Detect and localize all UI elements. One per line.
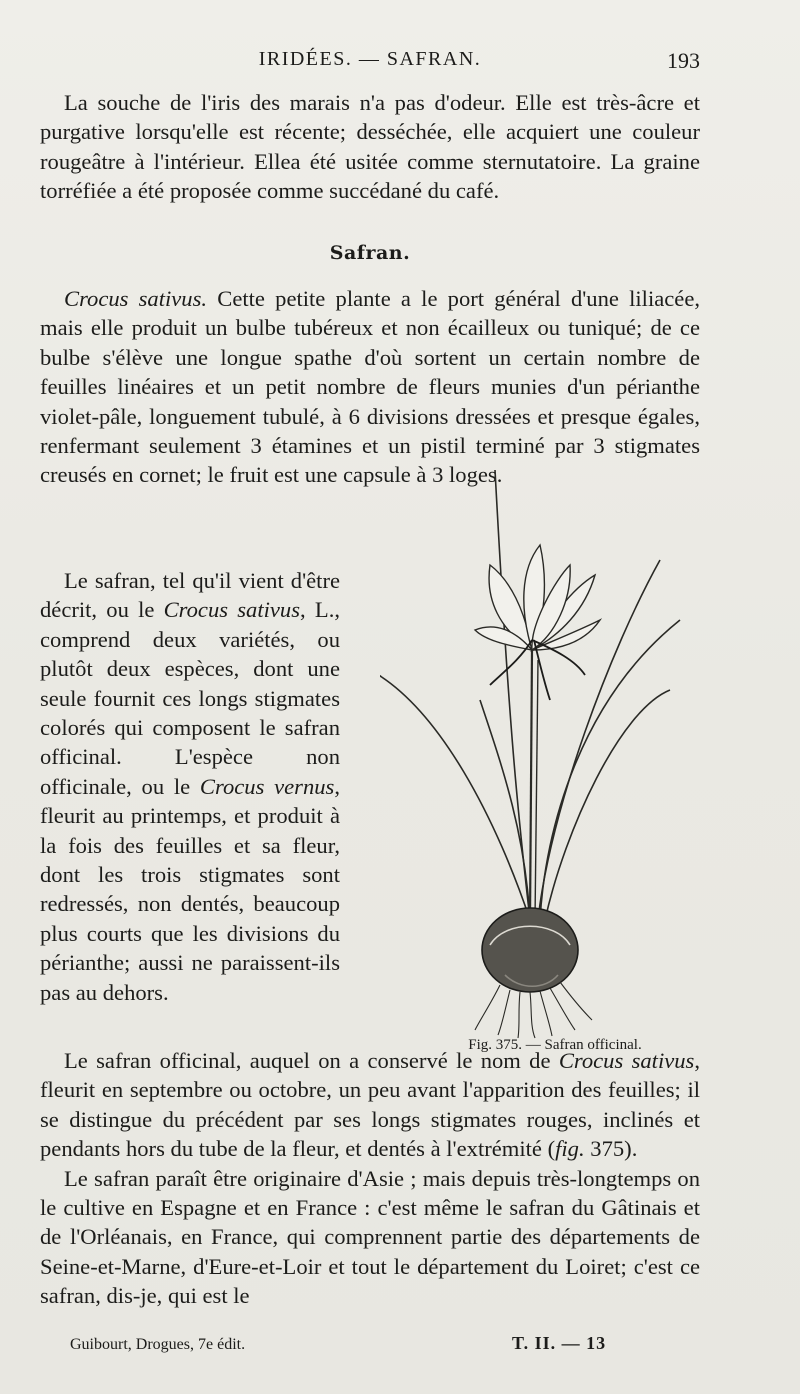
running-title: IRIDÉES. — SAFRAN. xyxy=(258,48,482,70)
para3-fig-ref: fig. xyxy=(555,1136,585,1162)
para2-crocus-vernus: Crocus vernus xyxy=(199,773,335,799)
para3-text-a: Le safran officinal, auquel on a conservé le nom de xyxy=(64,1048,559,1073)
crocus-plant-drawing xyxy=(380,450,700,1050)
page-number: 193 xyxy=(667,48,700,73)
intro-paragraph: La souche de l'iris des marais n'a pas d'odeur. Elle est très-âcre et purgative lorsqu'elle est récente; desséchée, elle acquiert une couleur rougeâtre à l'intérieur. Ellea été usitée comme sternutatoire. La graine torréfiée a été proposée comme succédané du café. xyxy=(40,90,700,204)
section-title: Safran. xyxy=(329,242,411,264)
para2-text-c: , fleurit au printemps, et produit à la fois des feuilles et sa fleur, dont les trois stigmates sont redressés, non dentés, beaucoup plus courts que les divisions du périanthe; aussi ne paraissent-ils pas au dehors. xyxy=(40,773,340,1005)
footer-volume: T. II. — 13 xyxy=(512,1333,607,1353)
para3-text-c: 375). xyxy=(584,1136,638,1162)
para2-text-a: Le safran, tel qu'il vient d'être décrit, ou le xyxy=(40,568,340,623)
para3-text-b: , fleurit en septembre ou octobre, un peu avant l'apparition des feuilles; il se distingue du précédent par ses longs stigmates rouges, inclinés et pendants hors du tube de la fleur, et dentés à l'extrémité ( xyxy=(40,1048,700,1162)
species-name: Crocus sativus. xyxy=(64,286,208,311)
intro-block xyxy=(40,88,700,206)
para4: Le safran paraît être originaire d'Asie ; mais depuis très-longtemps on le cultive en Espagne et en France : c'est même le safran du Gâtinais et de l'Orléanais, en France, qui comprennent partie des départements de Seine-et-Marne, d'Eure-et-Loir et tout le département du Loiret; c'est ce safran, dis-je, qui est le xyxy=(40,1165,700,1309)
figure-caption: Fig. 375. — Safran officinal. xyxy=(468,1037,642,1053)
para1-text: Cette petite plante a le port général d'une liliacée, mais elle produit un bulbe tubéreux et non écailleux ou tuniqué; de ce bulbe s'élève une longue spathe d'où sortent un certain nombre de feuilles linéaires et un petit nombre de fleurs munies d'un périanthe violet-pâle, longuement tubulé, à 6 divisions dressées et presque égales, renfermant seulement 3 étamines et un pistil terminé par 3 stigmates creusés en cornet; le fruit est une capsule à 3 loges. xyxy=(40,286,701,488)
para3-block xyxy=(40,1046,700,1311)
para2-crocus-sativus: Crocus sativus xyxy=(163,597,301,623)
para2-text-b: , L., comprend deux variétés, ou plutôt deux espèces, dont une seule fournit ces longs stigmates colorés qui composent le safran officinal. L'espèce non officinale, ou le xyxy=(40,597,340,799)
crocus-illustration xyxy=(380,450,700,1050)
para3 xyxy=(40,1046,700,1164)
footer-signature: Guibourt, Drogues, 7e édit. xyxy=(70,1336,246,1353)
para2-block xyxy=(40,566,340,1007)
para2 xyxy=(40,566,340,1007)
para3-crocus-sativus: Crocus sativus xyxy=(558,1048,695,1073)
